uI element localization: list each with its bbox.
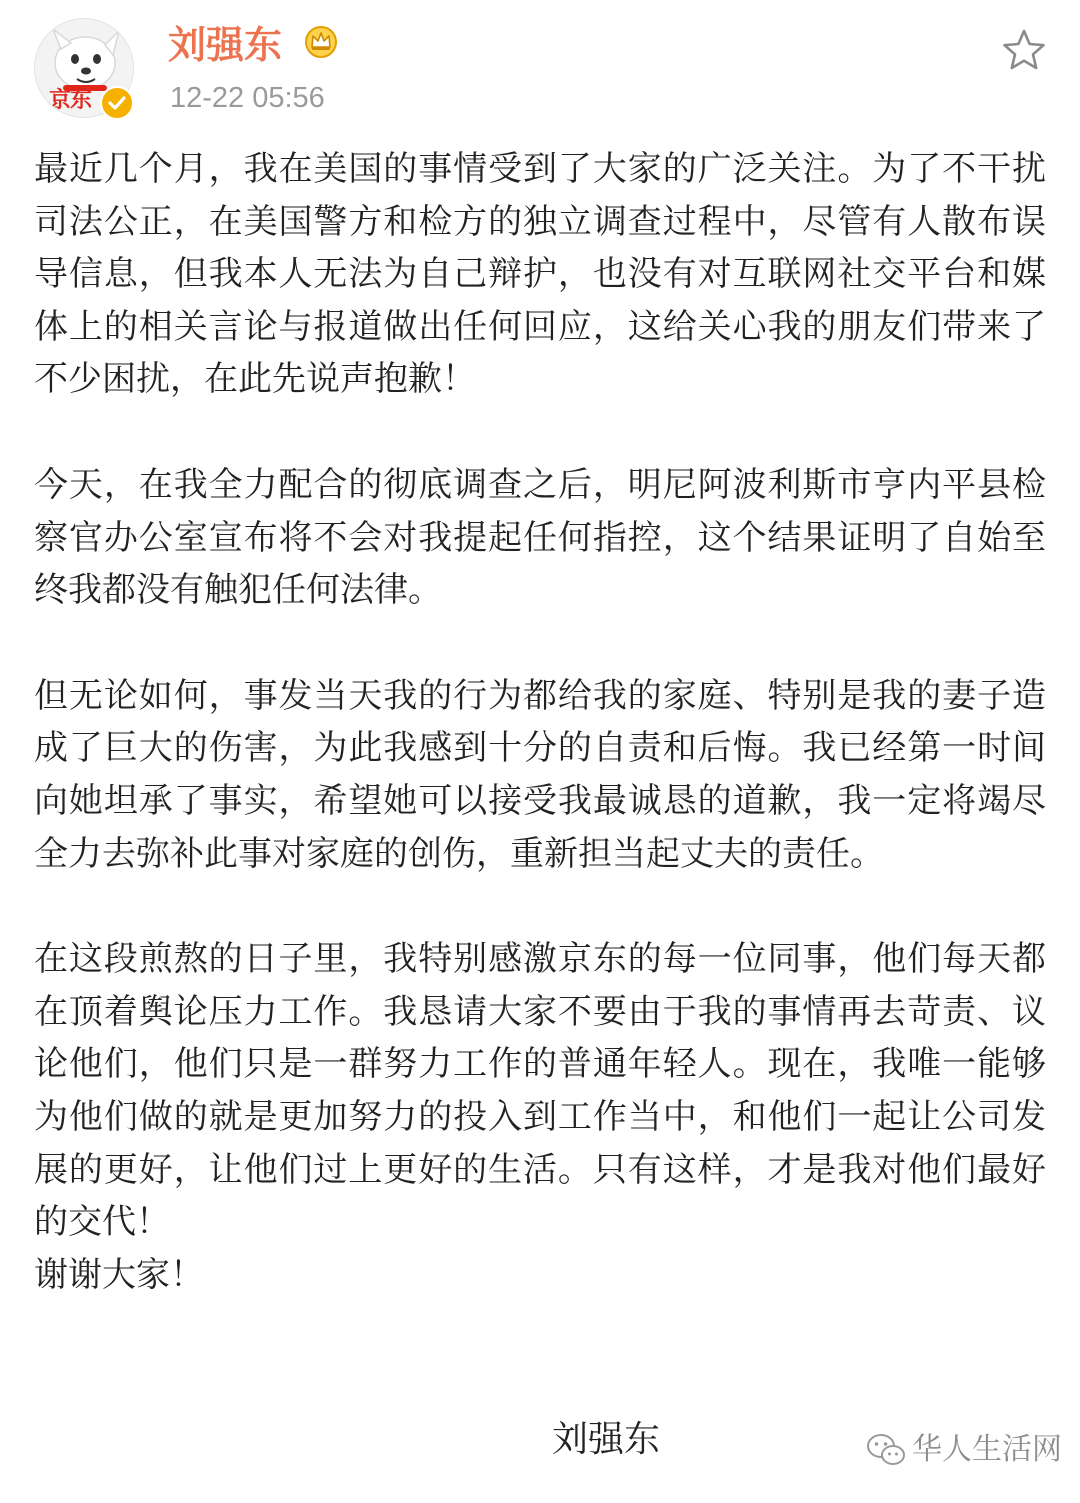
post-paragraph-1: 最近几个月，我在美国的事情受到了大家的广泛关注。为了不干扰司法公正，在美国警方和检方的独立调查过程中，尽管有人散布误导信息，但我本人无法为自己辩护，也没有对互联网社交平台和媒体上的相关言论与报道做出任何回应，这给关心我的朋友们带来了不少困扰，在此先说声抱歉！ (34, 149, 1046, 400)
crown-icon[interactable] (304, 24, 338, 58)
post-closing: 谢谢大家！ (34, 1254, 204, 1295)
verified-check-icon (102, 88, 132, 118)
author-name[interactable]: 刘强东 (168, 23, 283, 67)
post-timestamp: 12-22 05:56 (170, 82, 325, 114)
post-header (0, 0, 1080, 130)
post-signature: 刘强东 (552, 1419, 661, 1460)
star-outline-icon[interactable] (1000, 26, 1048, 74)
post-paragraph-2: 今天，在我全力配合的彻底调查之后，明尼阿波利斯市亨内平县检察官办公室宣布将不会对我提起任何指控，这个结果证明了自始至终我都没有触犯任何法律。 (34, 464, 1046, 611)
wechat-icon (866, 1432, 906, 1468)
avatar-brand-label: 京东 (49, 88, 92, 113)
post-body (34, 143, 1046, 1301)
post-paragraph-4: 在这段煎熬的日子里，我特别感激京东的每一位同事，他们每天都在顶着舆论压力工作。我恳请大家不要由于我的事情再去苛责、议论他们，他们只是一群努力工作的普通年轻人。现在，我唯一能够为他们做的就是更加努力的投入到工作当中，和他们一起让公司发展的更好，让他们过上更好的生活。只有这样，才是我对他们最好的交代！ (34, 939, 1046, 1243)
verified-badge (100, 86, 134, 120)
watermark-text: 华人生活网 (912, 1432, 1062, 1467)
post-paragraph-3: 但无论如何，事发当天我的行为都给我的家庭、特别是我的妻子造成了巨大的伤害，为此我感到十分的自责和后悔。我已经第一时间向她坦承了事实，希望她可以接受我最诚恳的道歉，我一定将竭尽全力去弥补此事对家庭的创伤，重新担当起丈夫的责任。 (34, 675, 1046, 874)
